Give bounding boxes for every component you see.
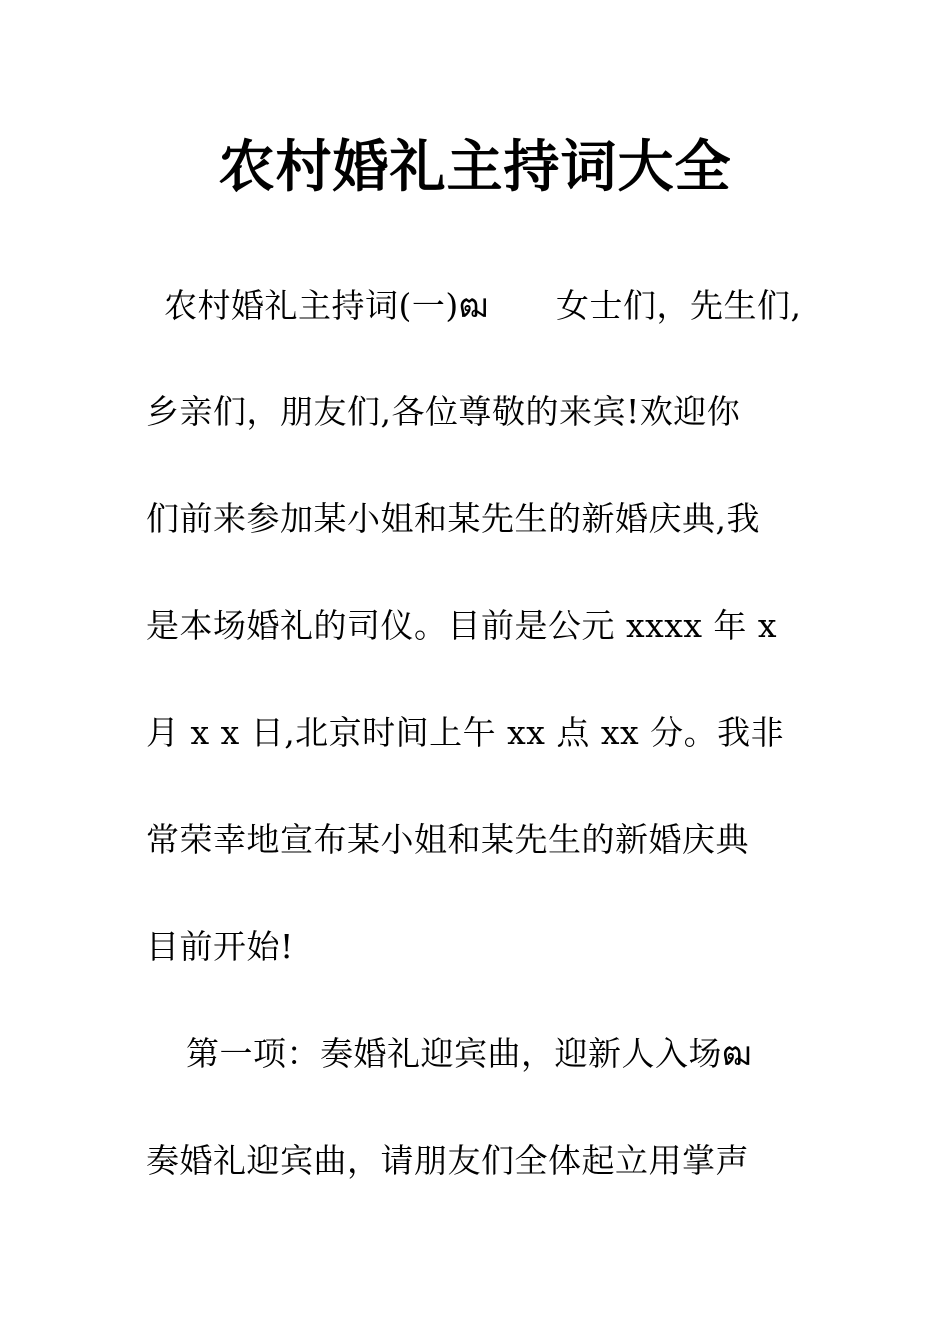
paragraph-line-4: 是本场婚礼的司仪。目前是公元 xxxx 年 x: [146, 606, 778, 645]
paragraph-line-8: 奏婚礼迎宾曲，请朋友们全体起立用掌声: [146, 1141, 749, 1180]
document-title: 农村婚礼主持词大全: [218, 135, 732, 200]
section-heading-item-1: 第一项：奏婚礼迎宾曲，迎新人入场ฒ: [186, 1034, 753, 1073]
paragraph-line-1: 农村婚礼主持词(一)ฒ 女士们，先生们,: [164, 286, 802, 325]
paragraph-line-6: 常荣幸地宣布某小姐和某先生的新婚庆典: [146, 820, 749, 859]
paragraph-line-2: 乡亲们，朋友们,各位尊敬的来宾!欢迎你: [146, 392, 741, 431]
paragraph-line-5: 月 x x 日,北京时间上午 xx 点 xx 分。我非: [146, 713, 785, 752]
paragraph-line-3: 们前来参加某小姐和某先生的新婚庆典,我: [146, 499, 760, 538]
paragraph-line-7: 目前开始!: [146, 927, 294, 966]
